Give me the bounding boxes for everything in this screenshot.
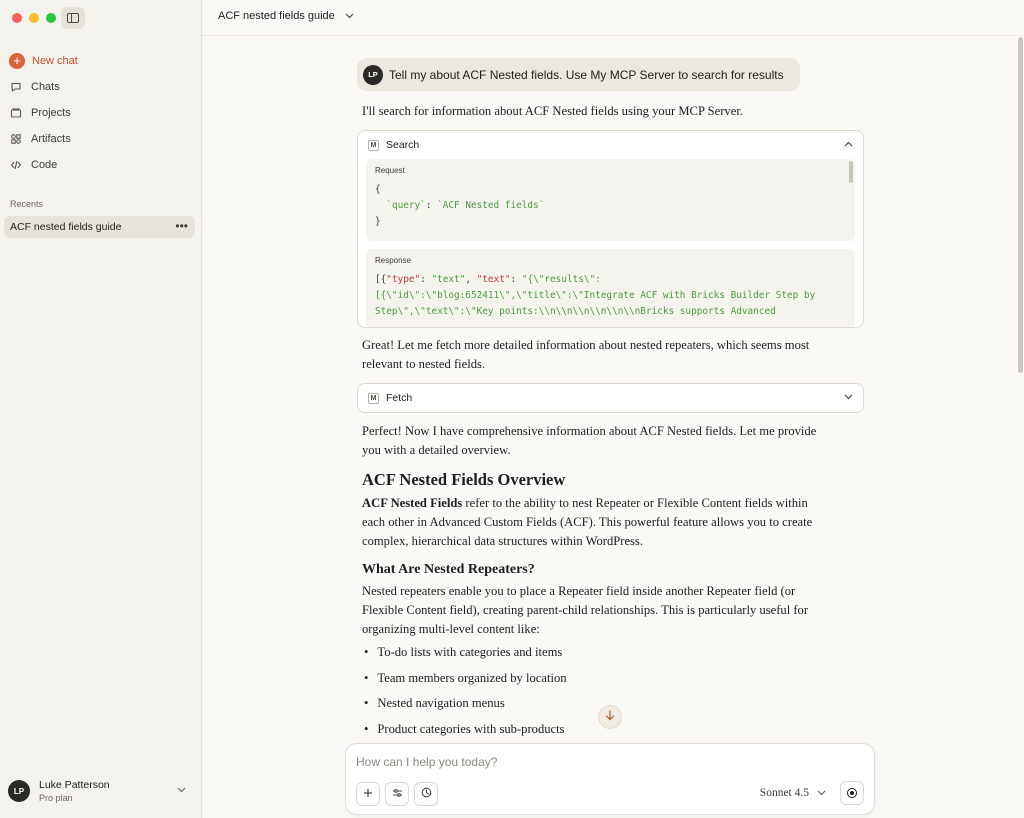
new-chat-label: New chat (32, 55, 78, 67)
chevron-down-icon (177, 785, 186, 795)
add-attachment-button[interactable] (356, 782, 380, 806)
response-block (366, 249, 855, 328)
tool-name: Fetch (386, 392, 413, 404)
code-value: [{\"id\":\"blog:652411\",\"title\":\"Integrate ACF with Bricks Builder Step by (375, 290, 816, 301)
clock-icon (421, 787, 432, 801)
chat-title: ACF nested fields guide (218, 10, 335, 22)
request-scrollbar[interactable] (849, 161, 853, 183)
zoom-window-button[interactable] (46, 13, 56, 23)
sidebar-item-label: Projects (31, 107, 71, 119)
request-label: Request (375, 166, 405, 175)
user-message-text: Tell my about ACF Nested fields. Use My MCP Server to search for results (389, 67, 784, 82)
mcp-server-icon: M (368, 393, 379, 404)
sidebar-item-label: Code (31, 159, 58, 171)
assistant-paragraph: Nested repeaters enable you to place a Repeater field inside another Repeater field (or Flexible Content field), creating parent-child relationships. This is particularly useful for organizing multi-level content like: (362, 584, 809, 636)
chevron-down-icon (817, 788, 826, 798)
artifacts-icon (9, 132, 23, 146)
code-key: "type" (386, 274, 421, 285)
code-text: , (465, 274, 477, 285)
conversation (202, 36, 1016, 818)
voice-mode-button[interactable] (840, 781, 864, 805)
chevron-down-icon (844, 392, 853, 402)
code-value: "{\"results\": (521, 274, 601, 285)
minimize-window-button[interactable] (29, 13, 39, 23)
history-button[interactable] (414, 782, 438, 806)
arrow-down-icon (605, 710, 615, 724)
recent-chat-item[interactable] (4, 216, 195, 238)
message-composer (345, 743, 875, 815)
code-key: "text" (476, 274, 511, 285)
assistant-intro: I'll search for information about ACF Nested fields using your MCP Server. (362, 104, 743, 118)
sidebar-icon (67, 13, 79, 23)
chat-header (202, 0, 1024, 36)
code-value: `ACF Nested fields` (437, 200, 545, 211)
code-text: : (420, 274, 432, 285)
assistant-paragraph: Great! Let me fetch more detailed information about nested repeaters, which seems most relevant to nested fields. (362, 338, 810, 371)
code-text: { (375, 184, 381, 195)
sidebar (0, 0, 202, 818)
new-chat-button[interactable] (4, 48, 195, 74)
bold-term: ACF Nested Fields (362, 496, 463, 510)
plus-icon (363, 788, 373, 801)
assistant-paragraph: Perfect! Now I have comprehensive information about ACF Nested fields. Let me provide you with a detailed overview. (362, 424, 817, 457)
plus-icon: + (9, 53, 25, 69)
bullet-list (362, 645, 567, 747)
request-code: { `query`: `ACF Nested fields` } (375, 184, 545, 227)
code-text: : (510, 274, 522, 285)
chevron-down-icon (345, 11, 354, 21)
scroll-to-bottom-button[interactable] (598, 705, 622, 729)
avatar: LP (363, 65, 383, 85)
fetch-tool-header[interactable] (358, 384, 863, 412)
fetch-tool-panel[interactable] (357, 383, 864, 413)
overview-text: refer to the ability to nest Repeater or Flexible Content fields within each other in Advanced Custom Fields (ACF). This powerful feature allows you to create complex, hierarchical data structures within WordPress. (362, 496, 813, 548)
response-label: Response (375, 256, 412, 265)
user-account-menu[interactable] (8, 774, 194, 808)
window-controls (12, 13, 56, 23)
chat-bubble-icon (9, 80, 23, 94)
user-name: Luke Patterson (39, 779, 110, 791)
chevron-up-icon (844, 139, 853, 149)
recent-chat-label: ACF nested fields guide (10, 221, 122, 233)
toggle-sidebar-button[interactable] (61, 7, 85, 29)
request-block (366, 159, 855, 241)
code-text: } (375, 216, 381, 227)
recents-heading: Recents (10, 199, 44, 209)
heading-nested-repeaters: What Are Nested Repeaters? (362, 562, 535, 577)
page-scrollbar-thumb[interactable] (1018, 37, 1023, 373)
tools-settings-button[interactable] (385, 782, 409, 806)
code-key: `query` (386, 200, 426, 211)
list-item: • Team members organized by location (362, 671, 567, 697)
sliders-icon (392, 788, 403, 801)
sidebar-item-label: Artifacts (31, 133, 71, 145)
sidebar-item-projects[interactable] (4, 100, 195, 126)
code-text: [{ (375, 274, 387, 285)
code-value: Step\",\"text\":\"Key points:\\n\\n\\n\\n\\n\\nBricks supports Advanced (375, 306, 776, 317)
sidebar-nav (4, 48, 195, 178)
heading-overview: ACF Nested Fields Overview (362, 470, 566, 489)
tool-name: Search (386, 139, 420, 151)
sidebar-item-chats[interactable] (4, 74, 195, 100)
message-input[interactable] (356, 755, 736, 769)
list-item: • To-do lists with categories and items (362, 645, 567, 671)
user-plan: Pro plan (39, 793, 73, 803)
list-item: • Nested navigation menus (362, 696, 567, 722)
search-tool-panel (357, 130, 864, 328)
model-selector[interactable] (760, 787, 826, 799)
mcp-server-icon: M (368, 140, 379, 151)
user-message (357, 58, 800, 91)
sidebar-item-label: Chats (31, 81, 60, 93)
sidebar-item-artifacts[interactable] (4, 126, 195, 152)
avatar: LP (8, 780, 30, 802)
more-options-icon[interactable]: ••• (175, 219, 188, 233)
sidebar-item-code[interactable] (4, 152, 195, 178)
folder-icon (9, 106, 23, 120)
code-icon (9, 158, 23, 172)
overview-paragraph (362, 494, 832, 551)
list-item: • Product categories with sub-products (362, 722, 567, 748)
close-window-button[interactable] (12, 13, 22, 23)
model-name: Sonnet 4.5 (759, 787, 809, 799)
code-value: "text" (431, 274, 466, 285)
response-code (375, 272, 846, 320)
search-tool-header[interactable] (358, 131, 863, 159)
voice-icon (847, 788, 857, 798)
chat-title-menu[interactable] (218, 10, 354, 22)
